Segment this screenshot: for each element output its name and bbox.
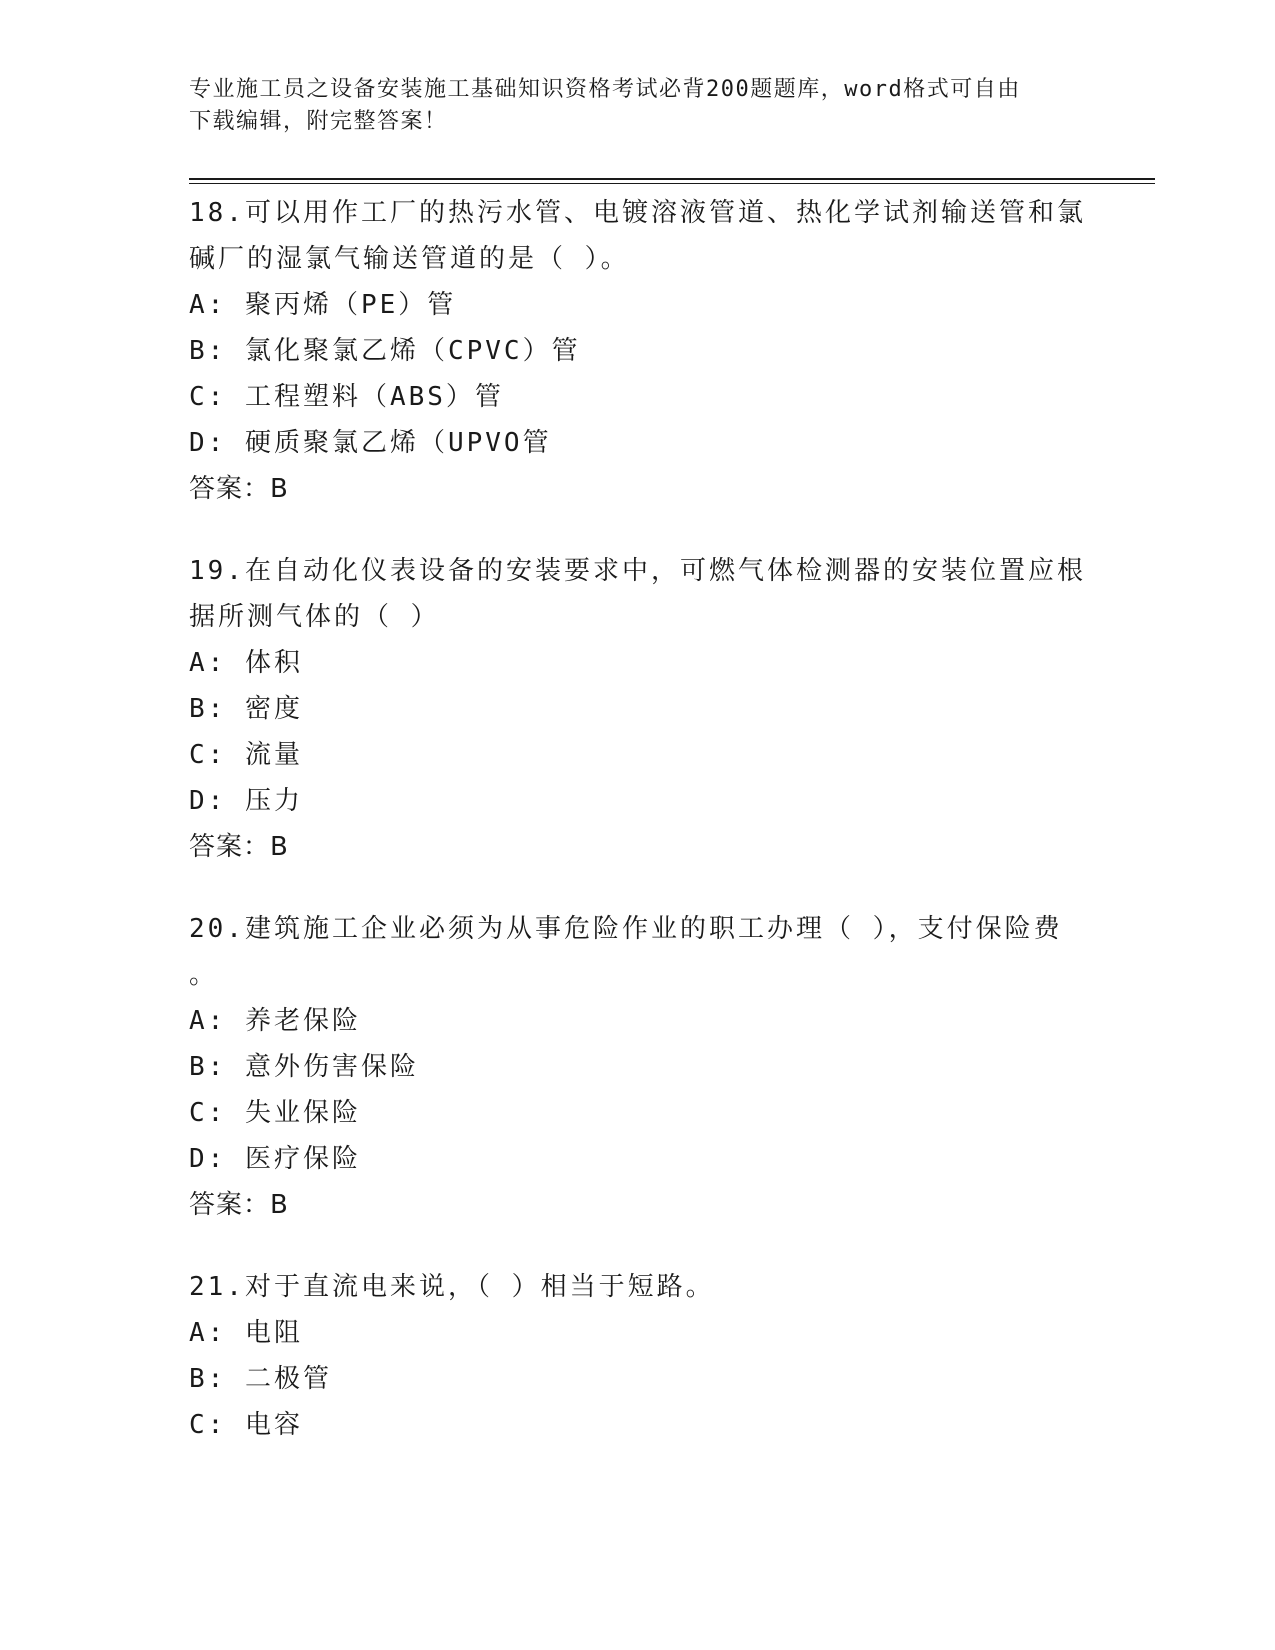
option-a: A: 电阻 xyxy=(189,1318,303,1348)
question-19 xyxy=(189,548,1129,870)
question-stem-line: 18.可以用作工厂的热污水管、电镀溶液管道、热化学试剂输送管和氯 xyxy=(189,198,1086,228)
option-b: B: 意外伤害保险 xyxy=(189,1052,419,1082)
option-b: B: 二极管 xyxy=(189,1364,332,1394)
option-c: C: 电容 xyxy=(189,1410,303,1440)
header-line-2: 下载编辑，附完整答案！ xyxy=(189,109,448,134)
option-d: D: 压力 xyxy=(189,786,303,816)
answer: 答案：B xyxy=(189,1190,289,1220)
question-20 xyxy=(189,906,1129,1228)
option-a: A: 聚丙烯（PE）管 xyxy=(189,290,457,320)
question-21 xyxy=(189,1264,1129,1448)
header-line-1: 专业施工员之设备安装施工基础知识资格考试必背200题题库，word格式可自由 xyxy=(189,77,1021,102)
option-a: A: 体积 xyxy=(189,648,303,678)
header-divider-thin xyxy=(189,183,1155,184)
option-a: A: 养老保险 xyxy=(189,1006,361,1036)
question-stem-line: 21.对于直流电来说，（ ）相当于短路。 xyxy=(189,1272,715,1302)
question-stem-line: 20.建筑施工企业必须为从事危险作业的职工办理（ ），支付保险费 xyxy=(189,914,1063,944)
document-header xyxy=(189,74,1089,138)
option-b: B: 氯化聚氯乙烯（CPVC）管 xyxy=(189,336,581,366)
option-c: C: 工程塑料（ABS）管 xyxy=(189,382,504,412)
answer: 答案：B xyxy=(189,474,289,504)
question-stem-line: 据所测气体的（ ） xyxy=(189,602,440,632)
option-d: D: 医疗保险 xyxy=(189,1144,361,1174)
question-stem-line: 。 xyxy=(189,960,219,990)
option-b: B: 密度 xyxy=(189,694,303,724)
question-18 xyxy=(189,190,1129,512)
question-list xyxy=(189,190,1129,1484)
question-stem-line: 19.在自动化仪表设备的安装要求中，可燃气体检测器的安装位置应根 xyxy=(189,556,1086,586)
option-c: C: 失业保险 xyxy=(189,1098,361,1128)
question-stem-line: 碱厂的湿氯气输送管道的是（ ）。 xyxy=(189,244,630,274)
option-c: C: 流量 xyxy=(189,740,303,770)
option-d: D: 硬质聚氯乙烯（UPVO管 xyxy=(189,428,552,458)
header-divider-thick xyxy=(189,178,1155,180)
answer: 答案：B xyxy=(189,832,289,862)
